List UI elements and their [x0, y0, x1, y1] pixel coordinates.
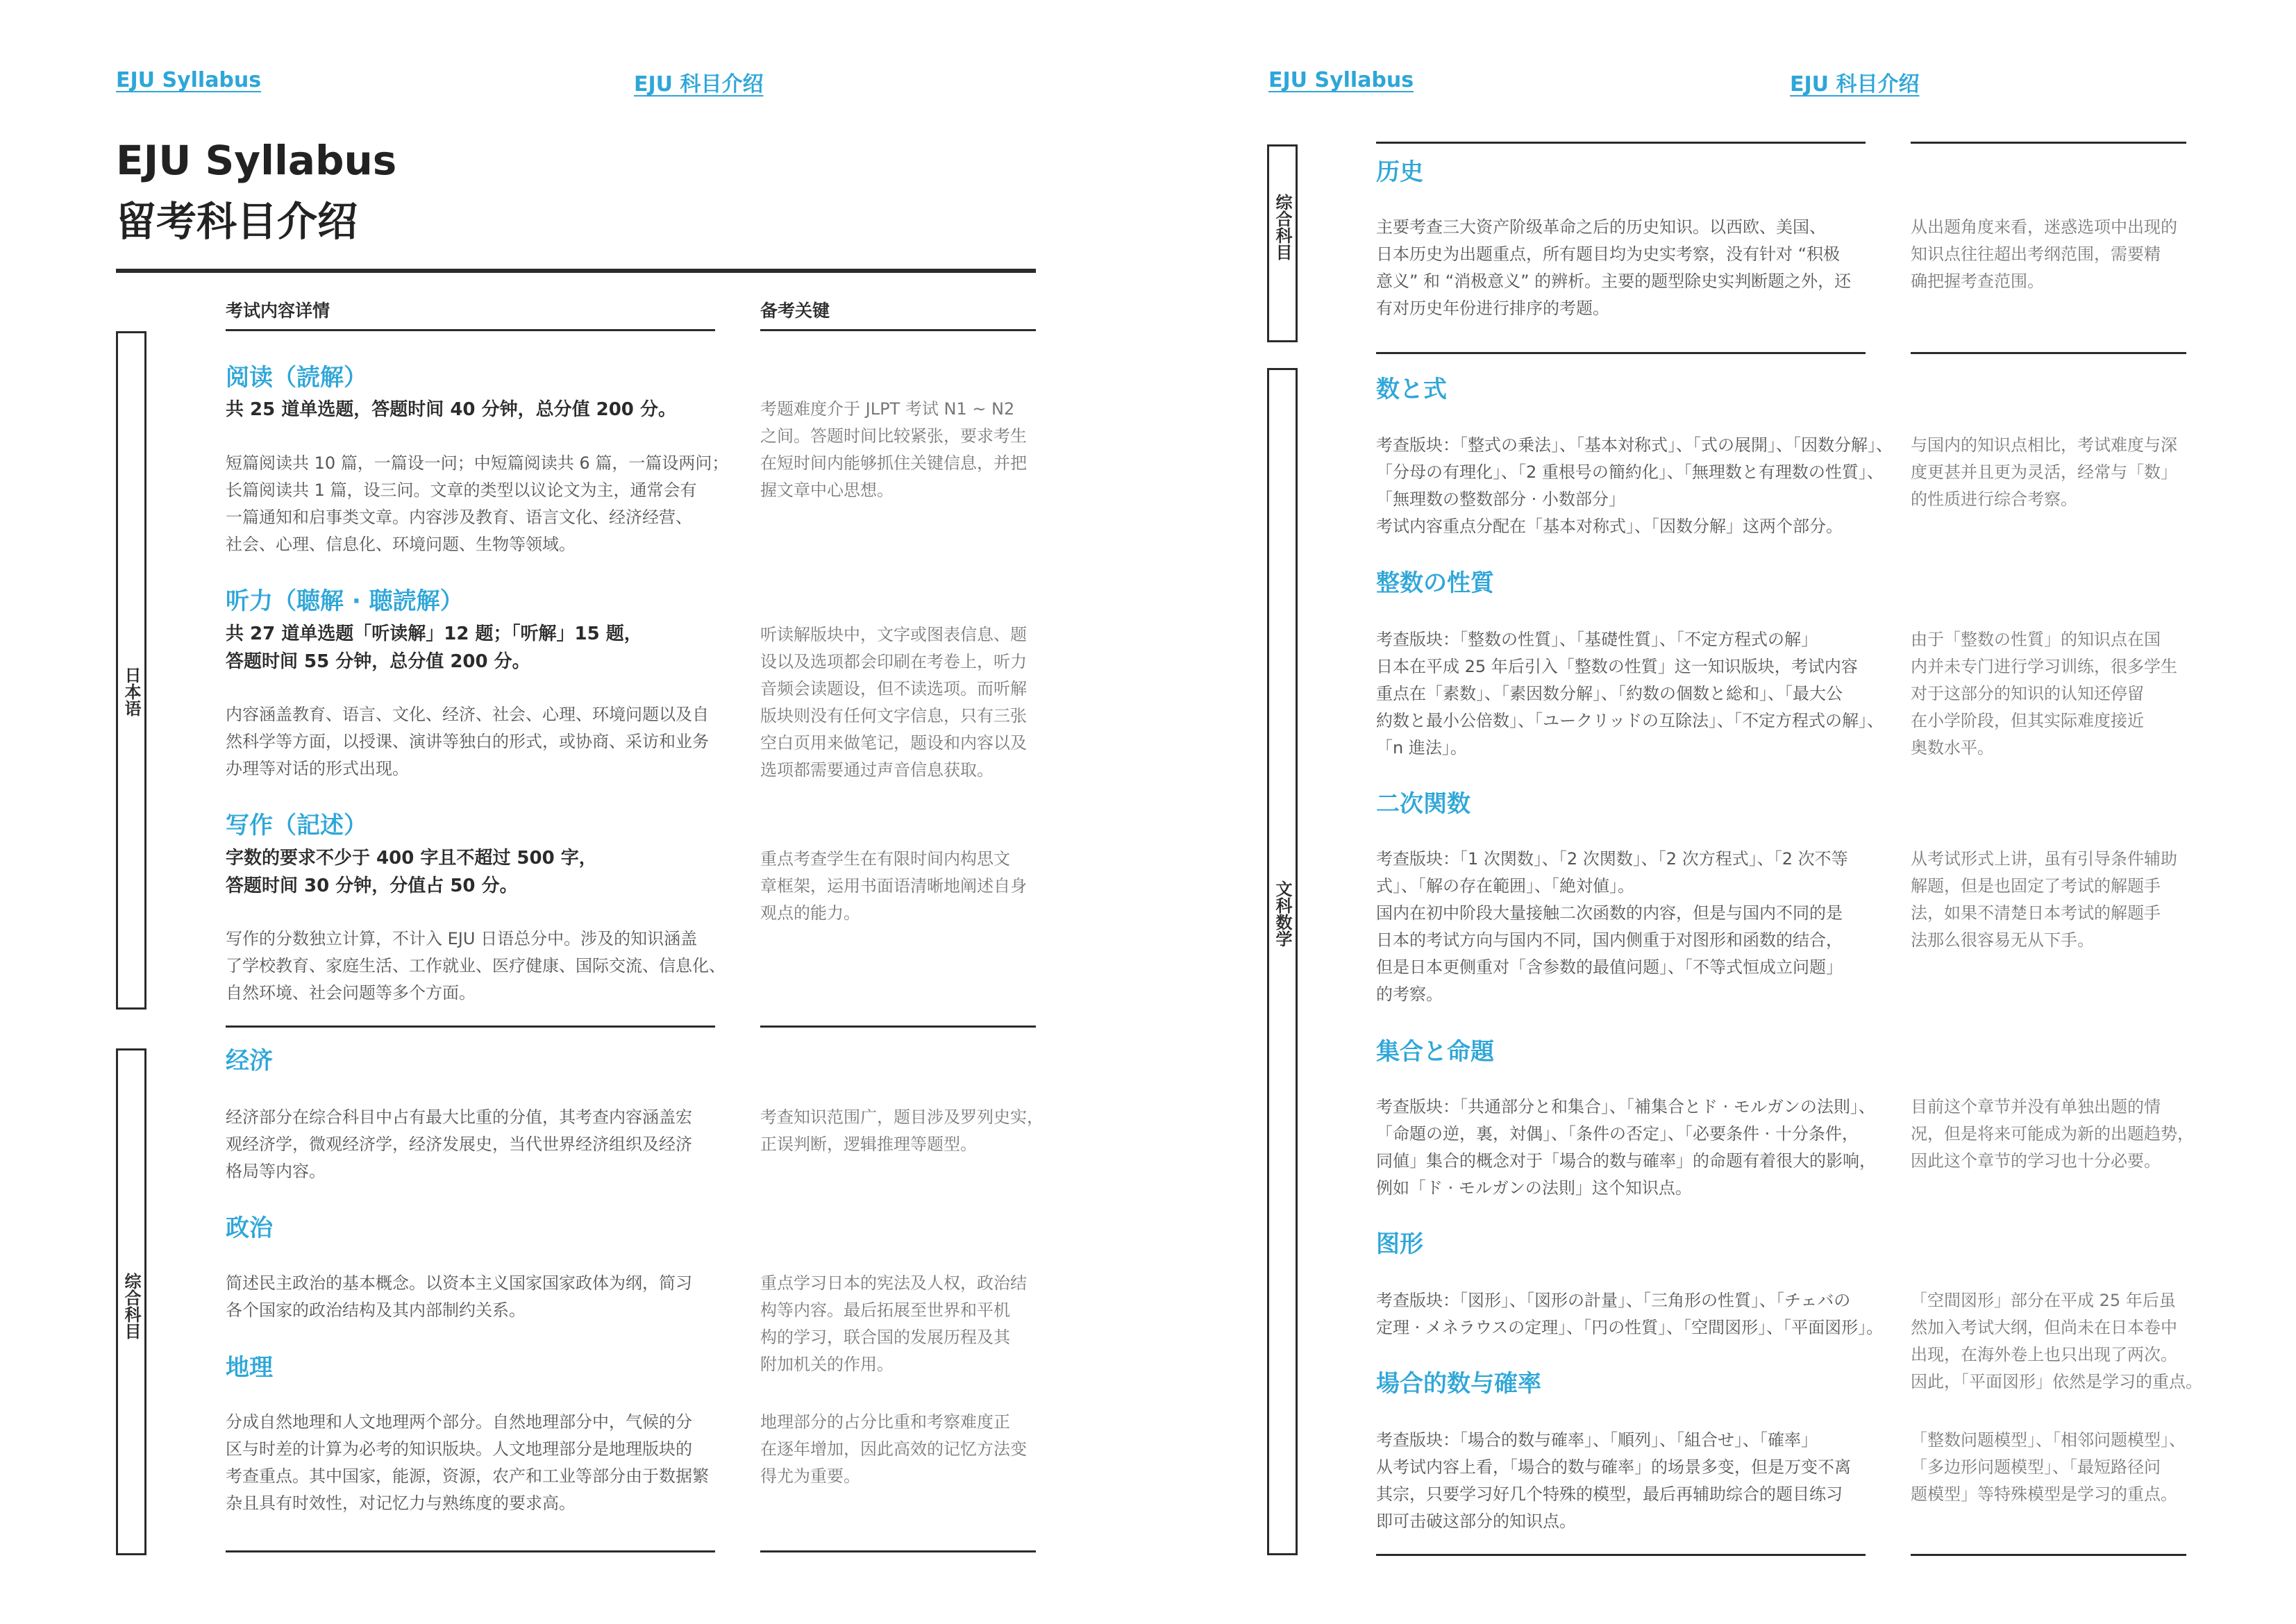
quadratic-body: 考查版块：「1 次関数」、「2 次関数」、「2 次方程式」、「2 次不等 式」、「解の存在範囲」、「絶対値」。 国内在初中阶段大量接触二次函数的内容，但是与国内不同的是 日本的考试方向与国内不同，国内侧重于对图形和函数的结合， 但是日本更侧重对「含参数的最值问题」、「不等式恒成立问题」 的考察。 — [1376, 849, 1848, 1004]
right-rule-2 — [1376, 352, 1866, 354]
section-title-history: 历史 — [1376, 158, 1423, 186]
right-rule-bottom — [1376, 1554, 1866, 1556]
side-label-box-sogo — [116, 1048, 146, 1555]
history-body: 主要考查三大资产阶级革命之后的历史知识。以西欧、美国、 日本历史为出题重点，所有题目均为史实考察，没有针对 “积极 意义” 和 “消极意义” 的辨析。主要的题型除史实判断题之外，还 有对历史年份进行排序的考题。 — [1376, 217, 1852, 318]
side-label-sogo-top: 综合科目 — [1273, 194, 1292, 260]
section-title-numbers: 数と式 — [1376, 376, 1447, 403]
section-title-sets: 集合と命題 — [1376, 1038, 1494, 1066]
economy-body: 经济部分在综合科目中占有最大比重的分值，其考查内容涵盖宏 观经济学，微观经济学，经济发展史，当代世界经济组织及经济 格局等内容。 — [226, 1107, 692, 1181]
integers-note: 由于「整数の性質」的知识点在国 内并未专门进行学习训练，很多学生 对于这部分的知识的认知还停留 在小学阶段，但其实际难度接近 奥数水平。 — [1911, 630, 2177, 757]
side-label-box-sogo-top — [1267, 144, 1298, 342]
header-link-syllabus-left[interactable]: EJU Syllabus — [116, 68, 262, 92]
column-head-key: 备考关键 — [760, 301, 830, 321]
section-rule-left-1-note — [760, 1026, 1036, 1028]
section-title-integers: 整数の性質 — [1376, 569, 1494, 597]
reading-lead: 共 25 道单选题，答题时间 40 分钟，总分值 200 分。 — [226, 399, 676, 420]
section-rule-left-bottom — [226, 1550, 715, 1552]
probability-note: 「整数问题模型」、「相邻问题模型」、 「多边形问题模型」、「最短路径问 题模型」等特殊模型是学习的重点。 — [1911, 1430, 2186, 1504]
header-link-subjects-right[interactable]: EJU 科目介绍 — [1790, 72, 1920, 97]
numbers-body: 考查版块：「整式の乗法」、「基本対称式」、「式の展開」、「因数分解」、 「分母の有理化」、「2 重根号の簡約化」、「無理数と有理数の性質」、 「無理数の整数部分 · 小数部分」 考试内容重点分配在「基本对称式」、「因数分解」这两个部分。 — [1376, 435, 1893, 536]
side-label-box-math — [1267, 368, 1298, 1555]
figures-note: 「空間図形」部分在平成 25 年后虽 然加入考试大纲，但尚未在日本卷中 出现，在海外卷上也只出现了两次。 因此，「平面図形」依然是学习的重点。 — [1911, 1291, 2202, 1391]
integers-body: 考查版块：「整数の性質」、「基礎性質」、「不定方程式の解」 日本在平成 25 年后引入「整数の性質」这一知识版块，考试内容 重点在「素数」、「素因数分解」、「約数の個数と総和」、「最大公 約数と最小公倍数」、「ユークリッドの互除法」、「不定方程式の解」、 「n 進法」。 — [1376, 630, 1884, 757]
listening-lead: 共 27 道单选题「听读解」12 题；「听解」15 题， 答题时间 55 分钟，总分值 200 分。 — [226, 623, 642, 672]
probability-body: 考查版块：「場合的数与確率」、「順列」、「組合せ」、「確率」 从考试内容上看，「場合的数与確率」的场景多变，但是万变不离 其宗，只要学习好几个特殊的模型，最后再辅助综合的题目练习 即可击破这部分的知识点。 — [1376, 1430, 1851, 1531]
header-link-syllabus-right[interactable]: EJU Syllabus — [1268, 68, 1414, 92]
reading-body: 短篇阅读共 10 篇，一篇设一问；中短篇阅读共 6 篇，一篇设两问； 长篇阅读共 1 篇，设三问。文章的类型以议论文为主，通常会有 一篇通知和启事类文章。内容涉及教育、语言文化、经济经营、 社会、心理、信息化、环境问题、生物等领域。 — [226, 453, 729, 554]
section-title-writing: 写作（記述） — [226, 812, 367, 839]
section-title-geography: 地理 — [226, 1354, 273, 1382]
column-rule-detail — [226, 329, 715, 331]
politics-body: 简述民主政治的基本概念。以资本主义国家国家政体为纲，简习 各个国家的政治结构及其内部制约关系。 — [226, 1273, 692, 1320]
writing-note: 重点考查学生在有限时间内构思文 章框架，运用书面语清晰地阐述自身 观点的能力。 — [760, 849, 1027, 923]
title-divider — [116, 269, 1036, 273]
right-rule-top — [1376, 142, 1866, 144]
right-rule-2-note — [1911, 352, 2186, 354]
sets-note: 目前这个章节并没有单独出题的情 况，但是将来可能成为新的出题趋势， 因此这个章节的学习也十分必要。 — [1911, 1097, 2194, 1171]
geography-body: 分成自然地理和人文地理两个部分。自然地理部分中，气候的分 区与时差的计算为必考的知识版块。人文地理部分是地理版块的 考查重点。其中国家，能源，资源，农产和工业等部分由于数据繁 杂且具有时效性，对记忆力与熟练度的要求高。 — [226, 1412, 709, 1513]
side-label-sogo: 综合科目 — [121, 1273, 141, 1339]
section-title-reading: 阅读（読解） — [226, 364, 367, 392]
geography-note: 地理部分的占分比重和考察难度正 在逐年增加，因此高效的记忆方法变 得尤为重要。 — [760, 1412, 1027, 1486]
listening-note: 听读解版块中，文字或图表信息、题 设以及选项都会印刷在考卷上，听力 音频会读题设，但不读选项。而听解 版块则没有任何文字信息，只有三张 空白页用来做笔记，题设和内容以及 选项都需要通过声音信息获取。 — [760, 625, 1027, 780]
page-title: EJU Syllabus — [116, 137, 397, 184]
section-title-figures: 图形 — [1376, 1230, 1423, 1258]
column-rule-key — [760, 329, 1036, 331]
section-title-economy: 经济 — [226, 1047, 273, 1075]
history-note: 从出题角度来看，迷惑选项中出现的 知识点往往超出考纲范围，需要精 确把握考查范围。 — [1911, 217, 2177, 291]
section-rule-left-1 — [226, 1026, 715, 1028]
sets-body: 考查版块：「共通部分と和集合」、「補集合とド · モルガンの法則」、 「命題の逆，裏，対偶」、「条件の否定」、「必要条件 · 十分条件， 同値」集合的概念对于「場合的数与確率」的命题有着很大的影响， 例如「ド · モルガンの法則」这个知识点。 — [1376, 1097, 1876, 1198]
side-label-japanese: 日本语 — [121, 667, 141, 717]
economy-note: 考查知识范围广，题目涉及罗列史实， 正误判断，逻辑推理等题型。 — [760, 1107, 1044, 1154]
section-title-quadratic: 二次関数 — [1376, 790, 1470, 818]
column-head-detail: 考试内容详情 — [226, 301, 330, 321]
header-link-subjects-left[interactable]: EJU 科目介绍 — [634, 72, 764, 97]
writing-lead: 字数的要求不少于 400 字且不超过 500 字， 答题时间 30 分钟，分值占 50 分。 — [226, 848, 597, 896]
page-subtitle: 留考科目介绍 — [116, 198, 358, 245]
reading-note: 考题难度介于 JLPT 考试 N1 ~ N2 之间。答题时间比较紧张，要求考生 在短时间内能够抓住关键信息，并把 握文章中心思想。 — [760, 399, 1027, 500]
writing-body: 写作的分数独立计算，不计入 EJU 日语总分中。涉及的知识涵盖 了学校教育、家庭生活、工作就业、医疗健康、国际交流、信息化、 自然环境、社会问题等多个方面。 — [226, 929, 726, 1003]
figures-body: 考查版块：「図形」、「図形の計量」、「三角形の性質」、「チェバの 定理 · メネラウスの定理」、「円の性質」、「空間図形」、「平面図形」。 — [1376, 1291, 1884, 1337]
side-label-math: 文科数学 — [1273, 880, 1292, 947]
right-rule-top-note — [1911, 142, 2186, 144]
section-rule-left-bottom-note — [760, 1550, 1036, 1552]
right-rule-bottom-note — [1911, 1554, 2186, 1556]
section-title-listening: 听力（聴解 · 聴読解） — [226, 587, 464, 615]
section-title-politics: 政治 — [226, 1214, 273, 1242]
listening-body: 内容涵盖教育、语言、文化、经济、社会、心理、环境问题以及自 然科学等方面，以授课、演讲等独白的形式，或协商、采访和业务 办理等对话的形式出现。 — [226, 705, 709, 778]
side-label-box-japanese — [116, 331, 146, 1010]
quadratic-note: 从考试形式上讲，虽有引导条件辅助 解题，但是也固定了考试的解题手 法，如果不清楚日本考试的解题手 法那么很容易无从下手。 — [1911, 849, 2177, 950]
section-title-probability: 場合的数与確率 — [1376, 1370, 1541, 1398]
numbers-note: 与国内的知识点相比，考试难度与深 度更甚并且更为灵活，经常与「数」 的性质进行综合考察。 — [1911, 435, 2177, 509]
politics-note: 重点学习日本的宪法及人权，政治结 构等内容。最后拓展至世界和平机 构的学习，联合国的发展历程及其 附加机关的作用。 — [760, 1273, 1027, 1374]
